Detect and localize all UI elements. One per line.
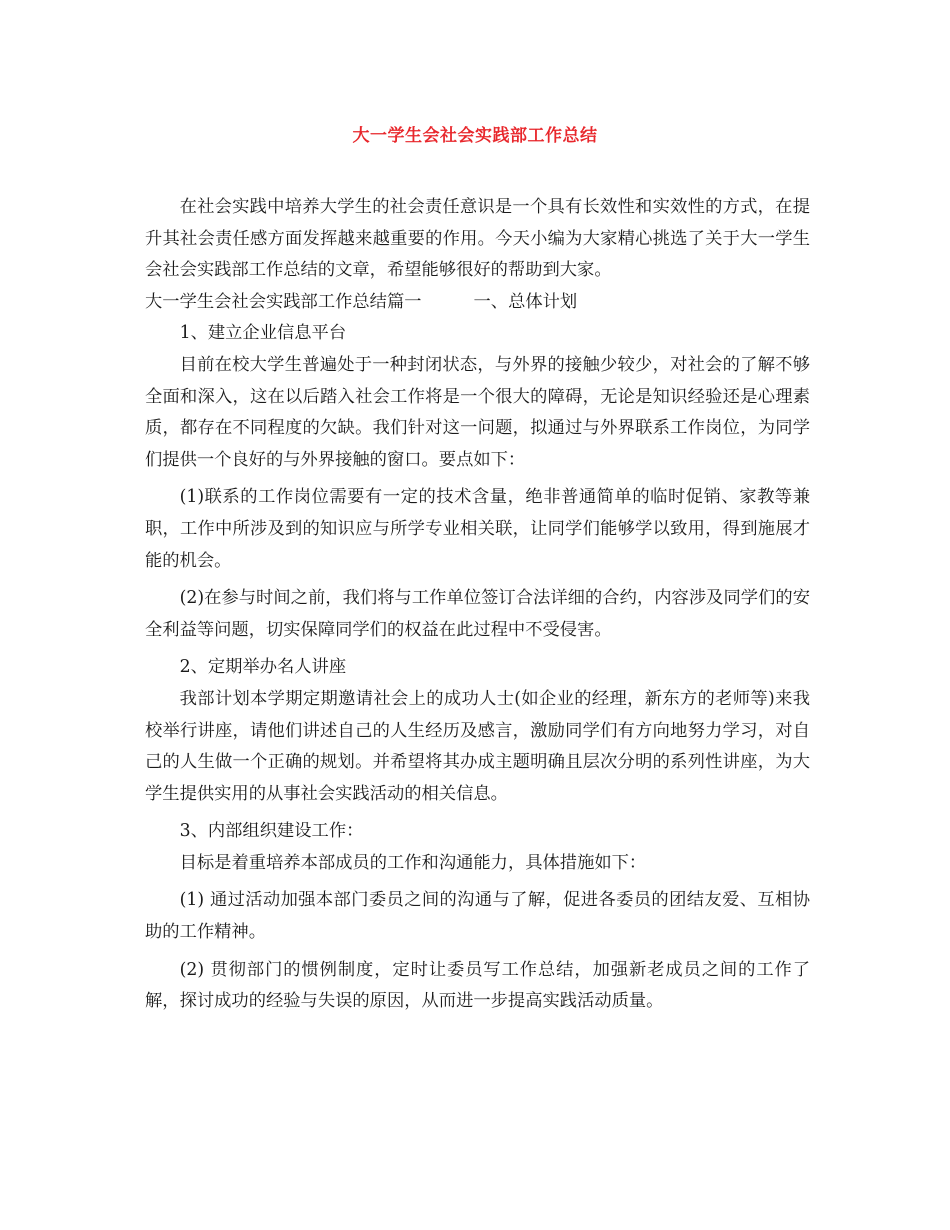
item3-point1: (1) 通过活动加强本部门委员之间的沟通与了解，促进各委员的团结友爱、互相协助的工作精神。 xyxy=(145,890,810,943)
item1-point1: (1)联系的工作岗位需要有一定的技术含量，绝非普通简单的临时促销、家教等兼职，工作中所涉及到的知识应与所学专业相关联，让同学们能够学以致用，得到施展才能的机会。 xyxy=(145,487,810,571)
item2-body: 我部计划本学期定期邀请社会上的成功人士(如企业的经理，新东方的老师等)来我校举行讲座，请他们讲述自己的人生经历及感言，激励同学们有方向地努力学习，对自己的人生做一个正确的规划。并希望将其办成主题明确且层次分明的系列性讲座，为大学生提供实用的从事社会实践活动的相关信息。 xyxy=(145,688,810,804)
section-heading-line xyxy=(145,287,810,319)
item3-title: 3、内部组织建设工作： xyxy=(179,821,364,842)
intro-paragraph: 在社会实践中培养大学生的社会责任意识是一个具有长效性和实效性的方式，在提升其社会责任感方面发挥越来越重要的作用。今天小编为大家精心挑选了关于大一学生会社会实践部工作总结的文章，希望能够很好的帮助到大家。 xyxy=(145,197,810,281)
item3-point2: (2) 贯彻部门的惯例制度，定时让委员写工作总结，加强新老成员之间的工作了解，探讨成功的经验与失误的原因，从而进一步提高实践活动质量。 xyxy=(145,959,810,1012)
item3-intro: 目标是着重培养本部成员的工作和沟通能力，具体措施如下： xyxy=(179,852,647,873)
item1-title: 1、建立企业信息平台 xyxy=(179,323,347,344)
item2-title: 2、定期举办名人讲座 xyxy=(179,657,347,678)
item1-point2: (2)在参与时间之前，我们将与工作单位签订合法详细的合约，内容涉及同学们的安全利益等问题，切实保障同学们的权益在此过程中不受侵害。 xyxy=(145,588,810,640)
item1-body: 目前在校大学生普遍处于一种封闭状态，与外界的接触少较少，对社会的了解不够全面和深入，这在以后踏入社会工作将是一个很大的障碍，无论是知识经验还是心理素质，都存在不同程度的欠缺。我们针对这一问题，拟通过与外界联系工作岗位，为同学们提供一个良好的与外界接触的窗口。要点如下： xyxy=(145,354,810,470)
section-subheading: 一、总体计划 xyxy=(473,291,578,312)
document-title: 大一学生会社会实践部工作总结 xyxy=(352,126,598,146)
section-heading: 大一学生会社会实践部工作总结篇一 xyxy=(145,291,422,312)
document-body xyxy=(145,192,810,1018)
